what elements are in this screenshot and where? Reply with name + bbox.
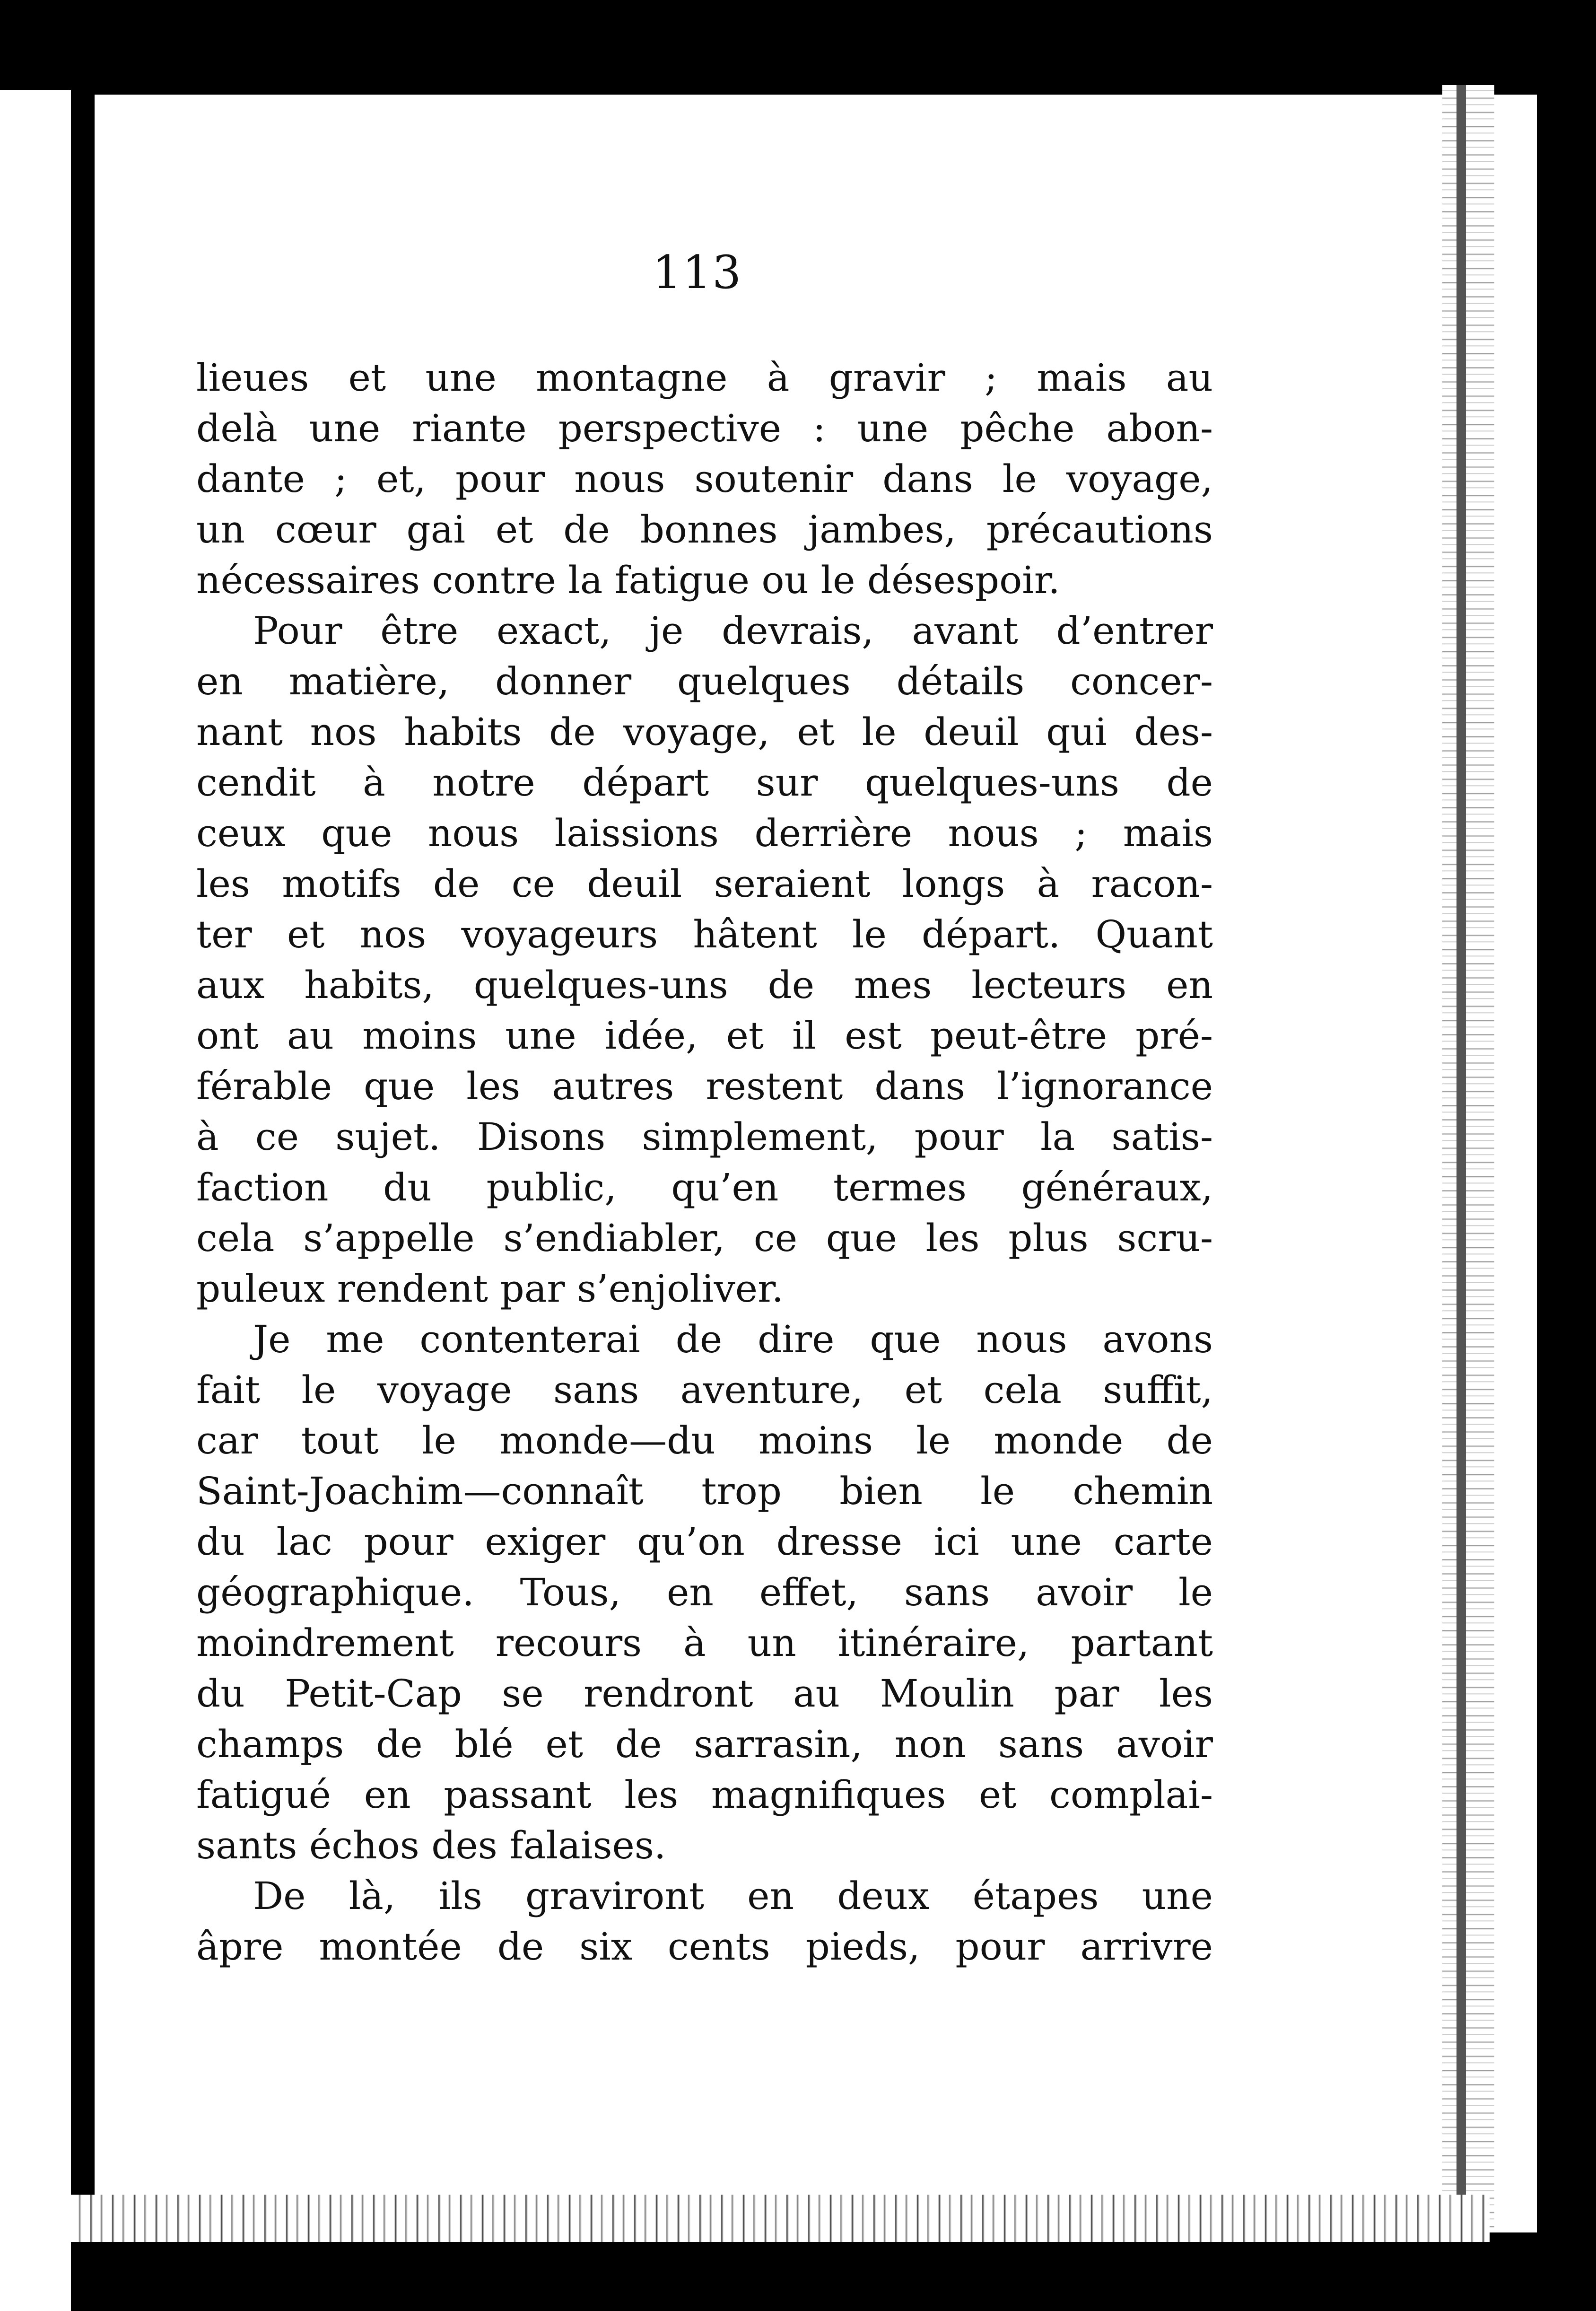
text-line-2: delà une riante perspective : une pêche abon- [196,406,1213,450]
text-line-19: puleux rendent par s’enjoliver. [196,1267,784,1311]
binding-shadow [1456,85,1466,2214]
text-line-22: car tout le monde—du moins le monde de [196,1418,1213,1462]
text-line-11: les motifs de ce deuil seraient longs à racon- [196,862,1213,906]
left-page-edge [0,90,71,2311]
text-line-16: à ce sujet. Disons simplement, pour la satis- [196,1115,1213,1159]
text-line-21: fait le voyage sans aventure, et cela suffit, [196,1368,1213,1412]
text-line-9: cendit à notre départ sur quelques-uns de [196,761,1213,805]
text-line-18: cela s’appelle s’endiabler, ce que les plus scru- [196,1216,1213,1260]
text-line-30: sants échos des falaises. [196,1823,666,1867]
bottom-scan-noise [71,2195,1490,2242]
text-line-1: lieues et une montagne à gravir ; mais au [196,356,1213,400]
text-line-29: fatigué en passant les magnifiques et complai- [196,1773,1213,1817]
text-line-6: Pour être exact, je devrais, avant d’entrer [253,609,1213,653]
text-line-4: un cœur gai et de bonnes jambes, précautions [196,508,1213,551]
text-line-27: du Petit-Cap se rendront au Moulin par les [196,1672,1213,1716]
text-line-32: âpre montée de six cents pieds, pour arrivre [196,1925,1213,1969]
page-number: 113 [653,246,742,299]
text-line-28: champs de blé et de sarrasin, non sans avoir [196,1722,1213,1766]
text-line-26: moindrement recours à un itinéraire, partant [196,1621,1213,1665]
text-line-20: Je me contenterai de dire que nous avons [253,1317,1213,1361]
text-line-5: nécessaires contre la fatigue ou le désespoir. [196,558,1060,602]
text-line-24: du lac pour exiger qu’on dresse ici une carte [196,1520,1213,1564]
text-line-8: nant nos habits de voyage, et le deuil qui des- [196,710,1213,754]
text-line-25: géographique. Tous, en effet, sans avoir le [196,1570,1213,1614]
text-line-3: dante ; et, pour nous soutenir dans le voyage, [196,457,1213,501]
text-line-7: en matière, donner quelques détails concer- [196,659,1213,703]
body-text [196,352,1213,1972]
text-line-13: aux habits, quelques-uns de mes lecteurs en [196,963,1213,1007]
right-page-edge-fibers [1442,85,1494,2232]
text-line-17: faction du public, qu’en termes généraux, [196,1165,1213,1209]
text-line-31: De là, ils graviront en deux étapes une [253,1874,1213,1918]
text-line-15: férable que les autres restent dans l’ignorance [196,1064,1213,1108]
text-line-14: ont au moins une idée, et il est peut-être pré- [196,1014,1213,1058]
text-line-12: ter et nos voyageurs hâtent le départ. Quant [196,912,1213,956]
text-line-23: Saint-Joachim—connaît trop bien le chemin [196,1469,1213,1513]
text-line-10: ceux que nous laissions derrière nous ; mais [196,811,1213,855]
